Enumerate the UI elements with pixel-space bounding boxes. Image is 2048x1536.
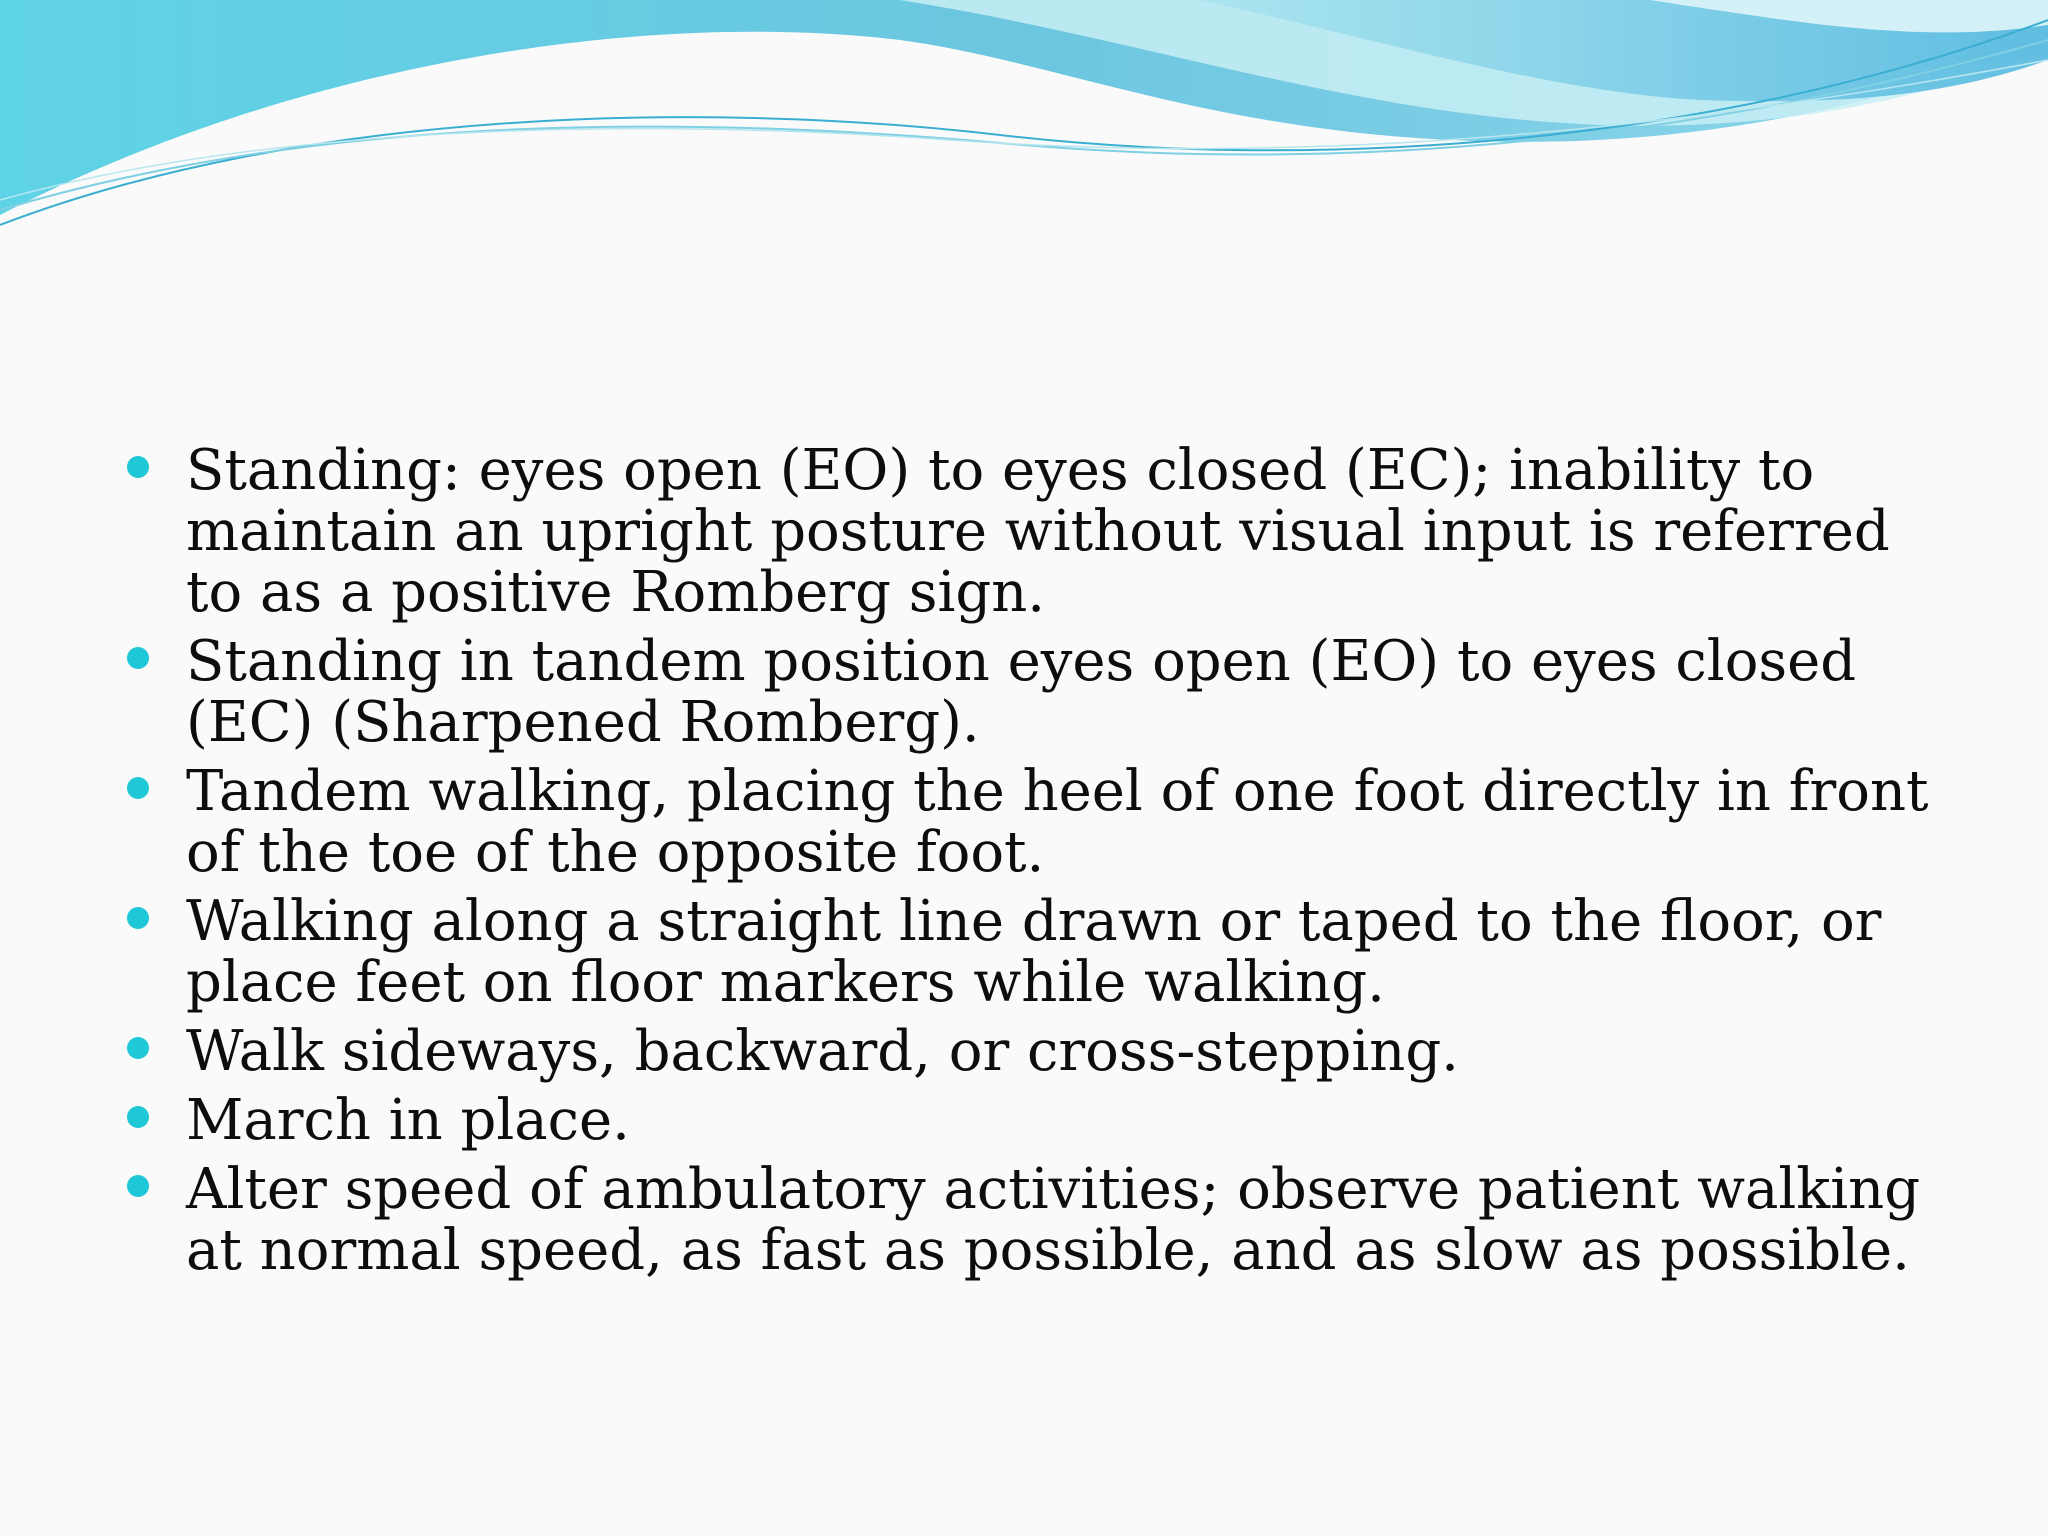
bullet-item [124, 1021, 1944, 1082]
bullet-dot-icon [127, 1106, 149, 1128]
bullet-item [124, 1090, 1944, 1151]
bullet-dot-icon [127, 777, 149, 799]
bullet-item [124, 1159, 1944, 1281]
bullet-item [124, 440, 1944, 623]
bullet-item [124, 891, 1944, 1013]
bullet-list [124, 440, 1944, 1289]
bullet-text: Standing in tandem position eyes open (EO) to eyes closed (EC) (Sharpened Romberg). [186, 629, 1857, 755]
header-wave-decoration [0, 0, 2048, 240]
bullet-text: Alter speed of ambulatory activities; observe patient walking at normal speed, as fast as possible, and as slow as possible. [186, 1157, 1921, 1283]
bullet-dot-icon [127, 456, 149, 478]
bullet-item [124, 631, 1944, 753]
bullet-text: Tandem walking, placing the heel of one foot directly in front of the toe of the opposite foot. [186, 759, 1929, 885]
bullet-text: March in place. [186, 1088, 630, 1153]
bullet-text: Walking along a straight line drawn or taped to the floor, or place feet on floor markers while walking. [186, 889, 1882, 1015]
bullet-text: Walk sideways, backward, or cross-stepping. [186, 1019, 1459, 1084]
bullet-dot-icon [127, 1037, 149, 1059]
bullet-dot-icon [127, 1175, 149, 1197]
bullet-dot-icon [127, 647, 149, 669]
bullet-text: Standing: eyes open (EO) to eyes closed (EC); inability to maintain an upright posture without visual input is referred to as a positive Romberg sign. [186, 438, 1890, 625]
bullet-dot-icon [127, 907, 149, 929]
bullet-item [124, 761, 1944, 883]
